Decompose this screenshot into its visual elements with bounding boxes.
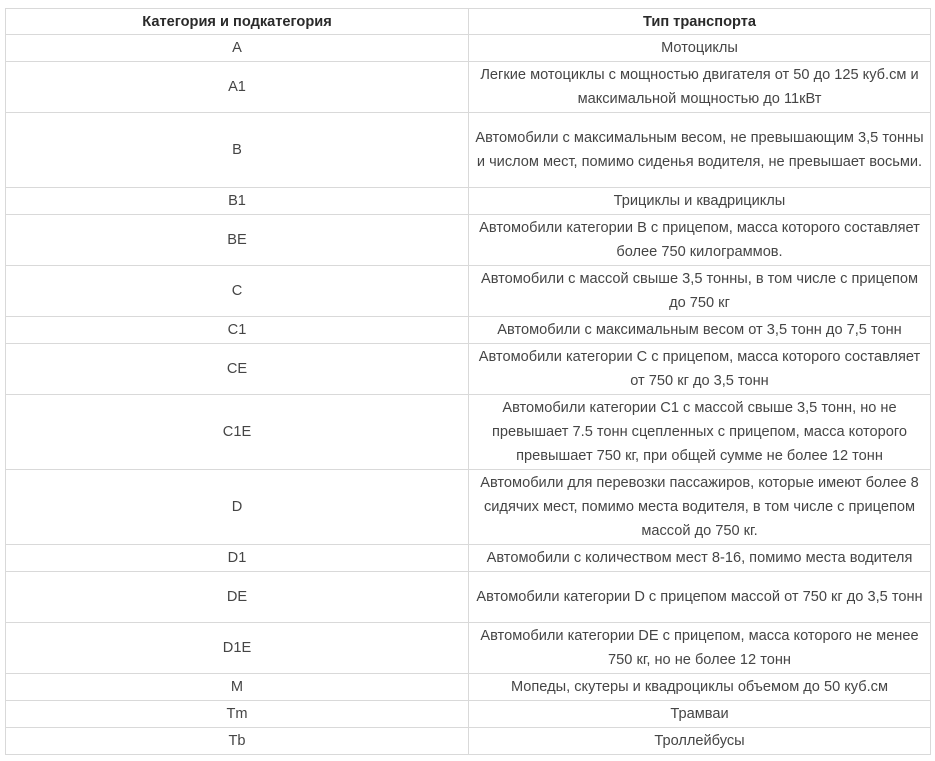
transport-cell: Автомобили категории C с прицепом, масса которого составляет от 750 кг до 3,5 тонн <box>469 344 931 395</box>
table-row <box>6 470 931 545</box>
table-row <box>6 701 931 728</box>
transport-cell: Автомобили с массой свыше 3,5 тонны, в том числе с прицепом до 750 кг <box>469 266 931 317</box>
table-row <box>6 317 931 344</box>
transport-cell: Автомобили с максимальным весом, не превышающим 3,5 тонны и числом мест, помимо сиденья водителя, не превышает восьми. <box>469 113 931 188</box>
license-categories-table <box>5 8 931 755</box>
category-cell: A1 <box>6 62 469 113</box>
category-cell: C1E <box>6 395 469 470</box>
category-cell: DE <box>6 572 469 623</box>
category-cell: M <box>6 674 469 701</box>
table-row <box>6 395 931 470</box>
transport-cell: Автомобили с максимальным весом от 3,5 тонн до 7,5 тонн <box>469 317 931 344</box>
transport-cell: Легкие мотоциклы с мощностью двигателя от 50 до 125 куб.см и максимальной мощностью до 11кВт <box>469 62 931 113</box>
transport-cell: Мопеды, скутеры и квадроциклы объемом до 50 куб.см <box>469 674 931 701</box>
category-cell: B1 <box>6 188 469 215</box>
transport-cell: Троллейбусы <box>469 728 931 755</box>
table-row <box>6 623 931 674</box>
table-row <box>6 545 931 572</box>
category-cell: BE <box>6 215 469 266</box>
transport-cell: Автомобили категории D с прицепом массой от 750 кг до 3,5 тонн <box>469 572 931 623</box>
table-row <box>6 344 931 395</box>
transport-cell: Трициклы и квадрициклы <box>469 188 931 215</box>
category-cell: C1 <box>6 317 469 344</box>
table-row <box>6 188 931 215</box>
table-row <box>6 674 931 701</box>
category-cell: CE <box>6 344 469 395</box>
table-row <box>6 215 931 266</box>
category-cell: C <box>6 266 469 317</box>
header-transport-type: Тип транспорта <box>469 9 931 35</box>
transport-cell: Автомобили категории DE с прицепом, масса которого не менее 750 кг, но не более 12 тонн <box>469 623 931 674</box>
table-row <box>6 113 931 188</box>
category-cell: D1 <box>6 545 469 572</box>
category-cell: B <box>6 113 469 188</box>
header-category: Категория и подкатегория <box>6 9 469 35</box>
table-row <box>6 35 931 62</box>
transport-cell: Автомобили с количеством мест 8-16, помимо места водителя <box>469 545 931 572</box>
table-row <box>6 728 931 755</box>
table-row <box>6 572 931 623</box>
category-cell: Tm <box>6 701 469 728</box>
category-cell: A <box>6 35 469 62</box>
table-row <box>6 266 931 317</box>
transport-cell: Мотоциклы <box>469 35 931 62</box>
table-header-row <box>6 9 931 35</box>
category-cell: D1E <box>6 623 469 674</box>
table-row <box>6 62 931 113</box>
category-cell: Tb <box>6 728 469 755</box>
transport-cell: Трамваи <box>469 701 931 728</box>
transport-cell: Автомобили для перевозки пассажиров, которые имеют более 8 сидячих мест, помимо места водителя, в том числе с прицепом массой до 750 кг. <box>469 470 931 545</box>
category-cell: D <box>6 470 469 545</box>
transport-cell: Автомобили категории B с прицепом, масса которого составляет более 750 килограммов. <box>469 215 931 266</box>
transport-cell: Автомобили категории C1 с массой свыше 3,5 тонн, но не превышает 7.5 тонн сцепленных с прицепом, масса которого превышает 750 кг, при общей сумме не более 12 тонн <box>469 395 931 470</box>
